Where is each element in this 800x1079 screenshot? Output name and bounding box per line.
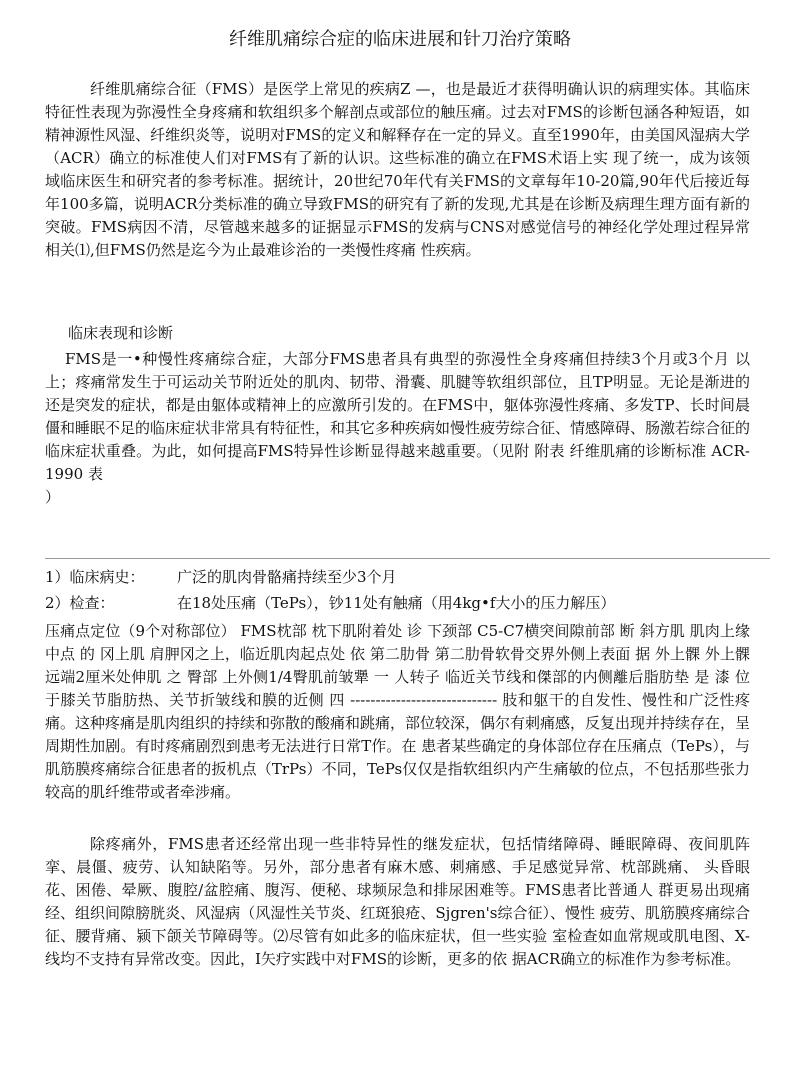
symptoms-section	[45, 833, 750, 971]
symptoms-paragraph: 除疼痛外，FMS患者还经常出现一些非特异性的继发症状，包括情绪障碍、睡眠障碍、夜间肌阵挛、晨僵、疲劳、认知缺陷等。另外，部分患者有麻木感、刺痛感、手足感觉异常、枕部跳痛、 头昏眼花、困倦、晕厥、腹腔/盆腔痛、腹泻、便秘、球频尿急和排尿困难等。FMS患者比普通人 群更易出现痛经、组织间隙膀胱炎、风湿病（风湿性关节炎、红斑狼疮、Sjgren's综合征）、慢性 疲劳、肌筋膜疼痛综合征、腰背痛、颍下颌关节障碍等。⑵尽管有如此多的临床症状，但一些实验 室检查如血常规或肌电图、X-线均不支持有异常改变。因此，I矢疗实践中对FMS的诊断，更多的依 据ACR确立的标准作为参考标准。	[45, 835, 750, 968]
table-divider	[45, 558, 770, 559]
paren-close: ）	[45, 488, 61, 506]
exam-row	[45, 592, 615, 615]
exam-value: 在18处压痛（TePs），钞11处有触痛（用4kg•f大小的压力解压）	[177, 594, 616, 612]
intro-section	[45, 78, 750, 262]
document-title: 纤维肌痛综合症的临床进展和针刀治疗策略	[229, 29, 571, 50]
history-label: 1）临床病史：	[45, 568, 145, 586]
history-row	[45, 566, 397, 589]
clinical-paragraph: FMS是一•种慢性疼痛综合症，大部分FMS患者具有典型的弥漫性全身疼痛但持续3个月或3个月 以上；疼痛常发生于可运动关节附近处的肌肉、韧带、滑囊、肌腱等软组织部位，且TP明显。无论是渐进的还是突发的症状，都是由躯体或精神上的应激所引发的。在FMS中，躯体弥漫性疼痛、多发TP、长时间晨僵和睡眠不足的临床症状非常具有特征性，和其它多种疾病如慢性疲劳综合征、情感障碍、肠激若综合征的临床症状重叠。为此，如何提高FMS特异性诊断显得越来越重要。（见附 附表 纤维肌痛的诊断标准 ACR-1990 表	[45, 350, 751, 483]
exam-label: 2）检查：	[45, 594, 115, 612]
history-value: 广泛的肌肉骨骼痛持续至少3个月	[177, 568, 397, 586]
intro-paragraph: 纤维肌痛综合征（FMS）是医学上常见的疾病Z —，也是最近才获得明确认识的病理实体。其临床特征性表现为弥漫性全身疼痛和软组织多个解剖点或部位的触压痛。过去对FMS的诊断包涵各种短语，如精神源性风湿、纤维织炎等，说明对FMS的定义和解释存在一定的异义。直至1990年，由美国风湿病大学（ACR）确立的标准使人们对FMS有了新的认识。这些标准的确立在FMS术语上实 现了统一，成为该领域临床医生和研究者的参考标准。据统计，20世纪70年代有关FMS的文章每年10-20篇,90年代后接近每年100多篇，说明ACR分类标准的确立导致FMS的研究有了新的发现,尤其是在诊断及病理生理方面有新的突破。FMS病因不清，尽管越来越多的证据显示FMS的发病与CNS对感觉信号的神经化学处理过程异常相关⑴,但FMS仍然是迄今为止最难诊治的一类慢性疼痛 性疾病。	[45, 80, 750, 259]
clinical-section	[45, 348, 750, 509]
tender-points-paragraph: 压痛点定位（9个对称部位） FMS枕部 枕下肌附着处 诊 下颈部 C5-C7横突间隙前部 断 斜方肌 肌肉上缘中点 的 冈上肌 肩胛冈之上，临近肌肉起点处 依 第二肋骨 第二肋骨软骨交界外侧上表面 据 外上髁 外上髁远端2厘米处伸肌 之 臀部 上外侧1/4臀肌前皱犟 一 人转子 临近关节线和傑部的内侧離后脂肪垫 是 漆 位于膝关节脂肪热、关节折皱线和膜的近侧 四 ----------------------------- 肢和躯干的自发性、慢性和广泛性疼痛。这种疼痛是肌肉组织的持续和弥散的酸痛和跳痛，部位较深，偶尔有刺痛感，反复出现并持续存在，呈周期性加剧。有时疼痛剧烈到患考无法进行日常T作。在 患者某些确定的身体部位存在压痛点（TePs），与肌筋膜疼痛综合征患者的扳机点（TrPs）不同，TePs仅仅是指软组织内产生痛敏的位点，不包括那些张力较高的肌纤维带或者牵涉痛。	[45, 622, 751, 801]
tender-points-section	[45, 620, 750, 804]
section-heading: 临床表现和诊断	[68, 324, 174, 342]
